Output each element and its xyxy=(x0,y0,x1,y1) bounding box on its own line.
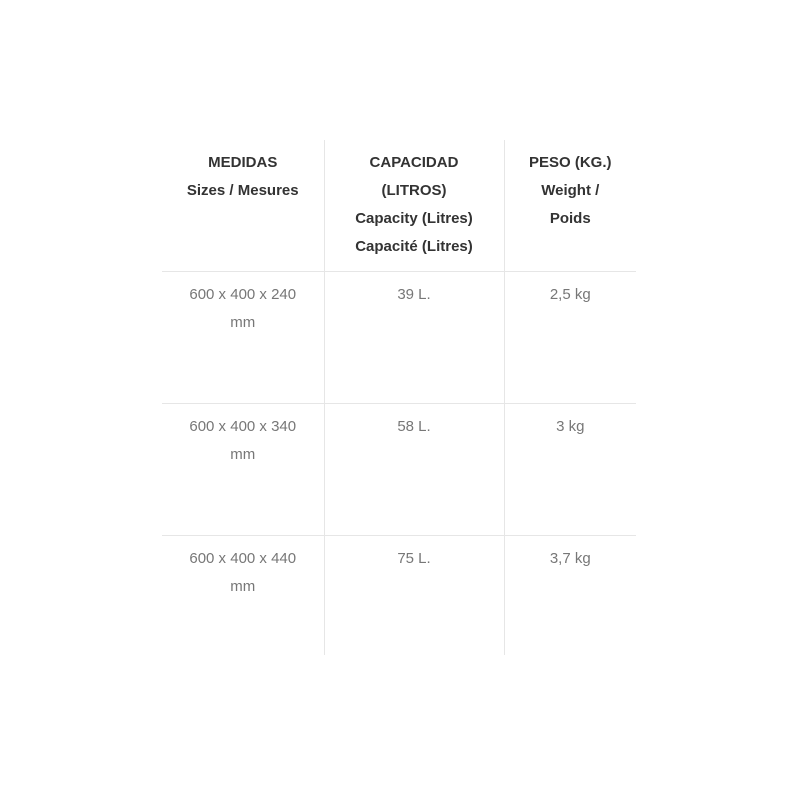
cell-size-line: 600 x 400 x 240 xyxy=(189,285,297,303)
header-weight-line: Weight / xyxy=(541,182,600,199)
table-row xyxy=(162,271,636,403)
header-weight xyxy=(504,140,636,271)
table-header xyxy=(162,140,636,271)
table-row xyxy=(162,403,636,535)
cell-size xyxy=(162,403,324,535)
cell-weight: 2,5 kg xyxy=(504,271,636,403)
table-row xyxy=(162,535,636,655)
cell-size-unit: mm xyxy=(230,445,256,463)
header-capacity-line: Capacity (Litres) xyxy=(355,210,473,227)
cell-size-unit: mm xyxy=(230,577,256,595)
cell-capacity: 39 L. xyxy=(324,271,504,403)
header-capacity-line: Capacité (Litres) xyxy=(355,238,473,255)
cell-capacity: 58 L. xyxy=(324,403,504,535)
header-weight-line: PESO (KG.) xyxy=(528,154,612,171)
header-sizes xyxy=(162,140,324,271)
cell-weight: 3,7 kg xyxy=(504,535,636,655)
header-capacity-line: CAPACIDAD xyxy=(369,154,459,171)
specifications-table xyxy=(162,140,636,655)
header-row xyxy=(162,140,636,271)
header-capacity xyxy=(324,140,504,271)
cell-size-line: 600 x 400 x 340 xyxy=(189,417,297,435)
cell-size-unit: mm xyxy=(230,313,256,331)
header-sizes-line: MEDIDAS xyxy=(208,154,278,171)
cell-weight: 3 kg xyxy=(504,403,636,535)
cell-size xyxy=(162,535,324,655)
cell-capacity: 75 L. xyxy=(324,535,504,655)
cell-size-line: 600 x 400 x 440 xyxy=(189,549,297,567)
header-capacity-line: (LITROS) xyxy=(381,182,447,199)
header-weight-line: Poids xyxy=(549,210,591,227)
table-body xyxy=(162,271,636,655)
header-sizes-line: Sizes / Mesures xyxy=(186,182,299,199)
cell-size xyxy=(162,271,324,403)
